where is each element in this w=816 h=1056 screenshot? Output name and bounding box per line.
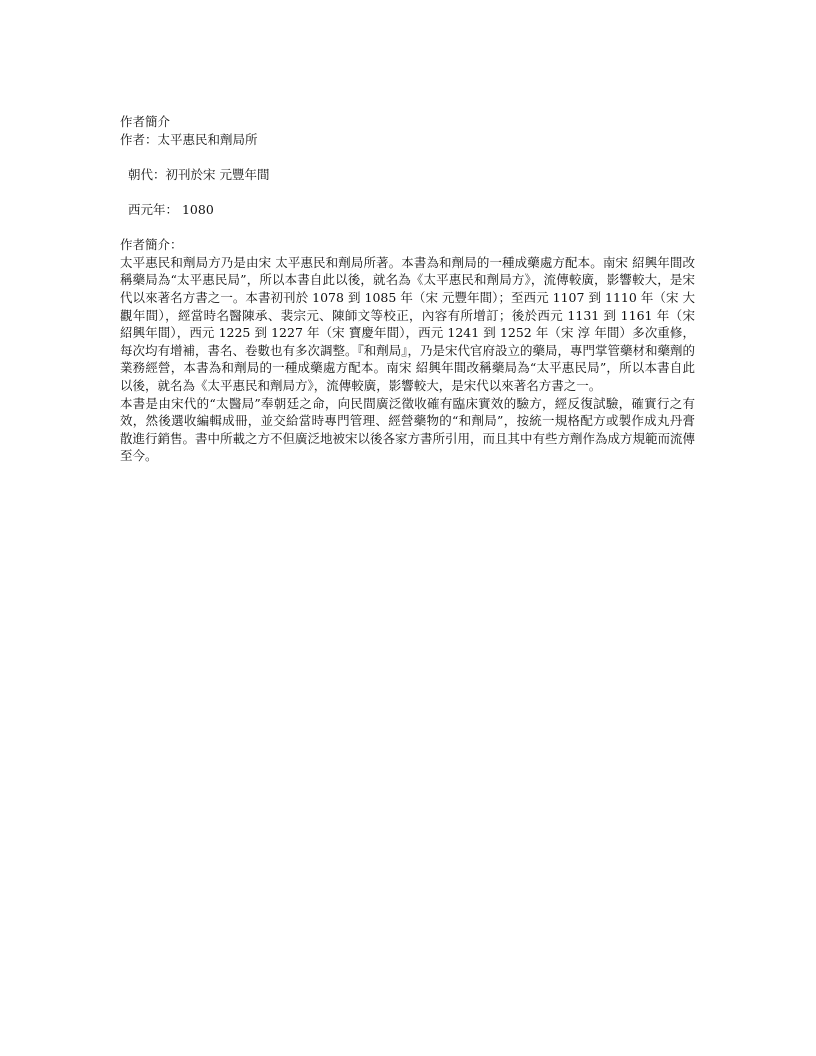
author-line: 作者：太平惠民和劑局所 [120, 131, 258, 147]
year-line: 西元年： 1080 [128, 201, 214, 217]
spacer [120, 219, 695, 237]
intro-label: 作者簡介： [120, 237, 183, 253]
document-body [120, 113, 695, 465]
spacer [120, 183, 695, 201]
dynasty-line: 朝代：初刊於宋 元豐年間 [128, 166, 270, 182]
page-heading: 作者簡介 [120, 114, 171, 129]
intro-paragraph-2: 本書是由宋代的“太醫局”奉朝廷之命，向民間廣泛徵收確有臨床實效的驗方，經反復試驗，確實行之有效，然後選收編輯成冊，並交給當時專門管理、經營藥物的“和劑局”，按統一規格配方或製作成丸丹膏散進行銷售。書中所載之方不但廣泛地被宋以後各家方書所引用，而且其中有些方劑作為成方規範而流傳至今。 [120, 395, 696, 464]
intro-paragraph-1: 太平惠民和劑局方乃是由宋 太平惠民和劑局所著。本書為和劑局的一種成藥處方配本。南宋 紹興年間改稱藥局為“太平惠民局”，所以本書自此以後，就名為《太平惠民和劑局方》，流傳較廣，影響較大，是宋代以來著名方書之一。本書初刊於 1078 到 1085 年（宋 元豐年間）；至西元 1107 到 1110 年（宋 大觀年間），經當時名醫陳承、裴宗元、陳師文等校正，內容有所增訂；後於西元 1131 到 1161 年（宋 紹興年間），西元 1225 到 1227 年（宋 寶慶年間），西元 1241 到 1252 年（宋 淳 年間）多次重修，每次均有增補，書名、卷數也有多次調整。『和劑局』，乃是宋代官府設立的藥局，專門掌管藥材和藥劑的業務經營，本書為和劑局的一種成藥處方配本。南宋 紹興年間改稱藥局為“太平惠民局”，所以本書自此以後，就名為《太平惠民和劑局方》，流傳較廣，影響較大，是宋代以來著名方書之一。 [120, 254, 696, 393]
spacer [120, 148, 695, 166]
